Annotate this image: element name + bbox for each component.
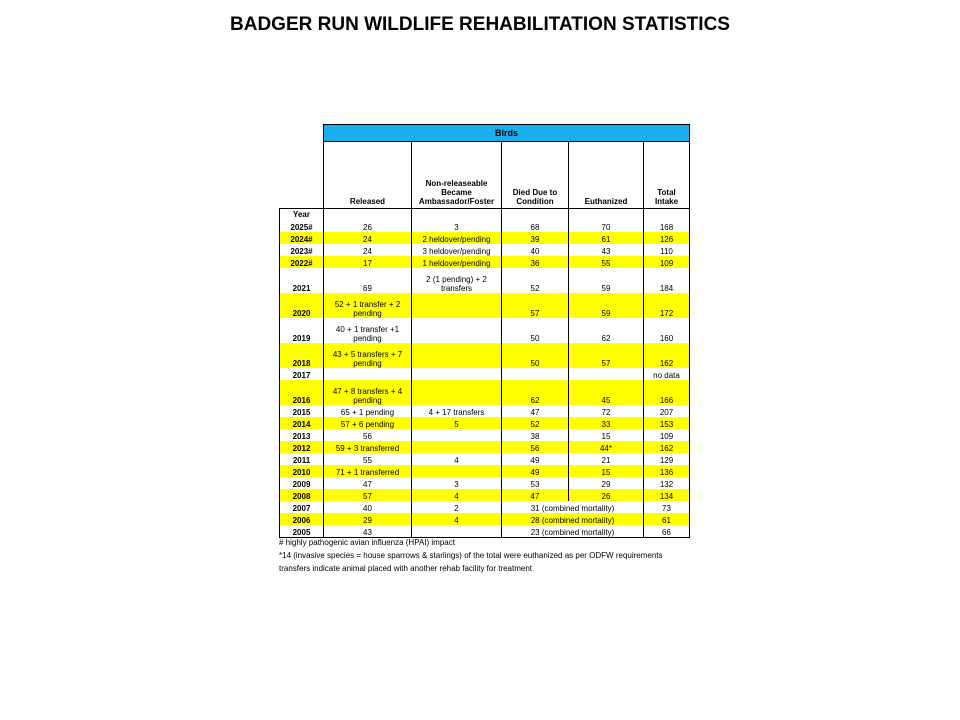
cell-nonreleaseable: 3 xyxy=(412,220,502,232)
cell-year: 2024# xyxy=(280,232,324,244)
cell-euthanized: 59 xyxy=(569,268,644,293)
cell-died: 50 xyxy=(502,343,569,368)
footnotes xyxy=(279,538,689,574)
cell-euthanized: 72 xyxy=(569,405,644,417)
cell-released: 59 + 3 transferred xyxy=(324,441,412,453)
table-row xyxy=(280,256,690,268)
cell-died: 40 xyxy=(502,244,569,256)
cell-euthanized: 43 xyxy=(569,244,644,256)
cell-year: 2011 xyxy=(280,453,324,465)
cell-died: 36 xyxy=(502,256,569,268)
cell-combined-mortality: 23 (combined mortality) xyxy=(502,525,644,538)
cell-euthanized: 26 xyxy=(569,489,644,501)
cell-nonreleaseable: 2 (1 pending) + 2 transfers xyxy=(412,268,502,293)
table-row xyxy=(280,453,690,465)
cell-euthanized: 29 xyxy=(569,477,644,489)
cell-year: 2017 xyxy=(280,368,324,380)
cell-released: 57 + 6 pending xyxy=(324,417,412,429)
table-row xyxy=(280,513,690,525)
page-title: BADGER RUN WILDLIFE REHABILITATION STATISTICS xyxy=(230,14,730,35)
cell-year: 2015 xyxy=(280,405,324,417)
cell-died: 38 xyxy=(502,429,569,441)
cell-total: 162 xyxy=(644,441,690,453)
cell-year: 2021 xyxy=(280,268,324,293)
cell-total: 136 xyxy=(644,465,690,477)
cell-died: 53 xyxy=(502,477,569,489)
cell-released: 43 + 5 transfers + 7 pending xyxy=(324,343,412,368)
cell-died: 68 xyxy=(502,220,569,232)
cell-died: 52 xyxy=(502,268,569,293)
cell-nonreleaseable xyxy=(412,293,502,318)
cell-euthanized: 59 xyxy=(569,293,644,318)
group-header-row xyxy=(280,125,690,142)
cell-total: 61 xyxy=(644,513,690,525)
col-header-nonreleaseable: Non-releaseable Became Ambassador/Foster xyxy=(412,142,502,209)
footnote: # highly pathogenic avian influenza (HPAI) impact xyxy=(279,538,455,547)
cell-died: 50 xyxy=(502,318,569,343)
cell-released: 71 + 1 transferred xyxy=(324,465,412,477)
table-body xyxy=(280,209,690,538)
table-row xyxy=(280,501,690,513)
cell-total: 129 xyxy=(644,453,690,465)
cell-released: 65 + 1 pending xyxy=(324,405,412,417)
cell-released: 26 xyxy=(324,220,412,232)
table-row xyxy=(280,368,690,380)
cell-year: 2016 xyxy=(280,380,324,405)
col-header-year: Year xyxy=(280,209,324,221)
cell-total: 134 xyxy=(644,489,690,501)
table-row xyxy=(280,417,690,429)
cell-died: 47 xyxy=(502,405,569,417)
cell-euthanized: 33 xyxy=(569,417,644,429)
cell-total: 153 xyxy=(644,417,690,429)
cell-died xyxy=(502,368,569,380)
cell-total: 66 xyxy=(644,525,690,538)
cell-total: 73 xyxy=(644,501,690,513)
table-row xyxy=(280,318,690,343)
cell-euthanized: 57 xyxy=(569,343,644,368)
cell-released: 69 xyxy=(324,268,412,293)
cell-nonreleaseable xyxy=(412,318,502,343)
cell-released: 56 xyxy=(324,429,412,441)
cell-released: 24 xyxy=(324,244,412,256)
cell-released xyxy=(324,368,412,380)
cell-total: 184 xyxy=(644,268,690,293)
table-row xyxy=(280,268,690,293)
cell-total: 160 xyxy=(644,318,690,343)
table-row xyxy=(280,477,690,489)
cell-total: 207 xyxy=(644,405,690,417)
cell-year: 2013 xyxy=(280,429,324,441)
cell-year: 2025# xyxy=(280,220,324,232)
birds-stats-table xyxy=(279,124,690,538)
cell-nonreleaseable: 4 xyxy=(412,513,502,525)
col-header-released: Released xyxy=(324,142,412,209)
cell-released: 40 + 1 transfer +1 pending xyxy=(324,318,412,343)
cell-nonreleaseable xyxy=(412,343,502,368)
table-row xyxy=(280,525,690,538)
cell-died: 57 xyxy=(502,293,569,318)
cell-euthanized: 70 xyxy=(569,220,644,232)
cell-euthanized: 55 xyxy=(569,256,644,268)
cell-total: 109 xyxy=(644,256,690,268)
cell-released: 40 xyxy=(324,501,412,513)
cell-nonreleaseable xyxy=(412,441,502,453)
cell-euthanized: 44* xyxy=(569,441,644,453)
footnote: *14 (invasive species = house sparrows & starlings) of the total were euthanized as per ODFW requirements xyxy=(279,551,663,560)
cell-year: 2009 xyxy=(280,477,324,489)
cell-total: 166 xyxy=(644,380,690,405)
cell-died: 52 xyxy=(502,417,569,429)
cell-year: 2019 xyxy=(280,318,324,343)
col-header-total: Total Intake xyxy=(644,142,690,209)
cell-nonreleaseable: 3 xyxy=(412,477,502,489)
cell-total: 109 xyxy=(644,429,690,441)
table-row xyxy=(280,244,690,256)
cell-released: 55 xyxy=(324,453,412,465)
cell-year: 2023# xyxy=(280,244,324,256)
col-header-euthanized: Euthanized xyxy=(569,142,644,209)
cell-nonreleaseable xyxy=(412,465,502,477)
cell-died: 47 xyxy=(502,489,569,501)
cell-nonreleaseable: 1 heldover/pending xyxy=(412,256,502,268)
table-row xyxy=(280,380,690,405)
stats-table-container xyxy=(279,124,689,577)
cell-died: 39 xyxy=(502,232,569,244)
cell-total: no data xyxy=(644,368,690,380)
cell-year: 2018 xyxy=(280,343,324,368)
cell-released: 52 + 1 transfer + 2 pending xyxy=(324,293,412,318)
cell-euthanized: 62 xyxy=(569,318,644,343)
footnote: transfers indicate animal placed with another rehab facility for treatment xyxy=(279,564,533,573)
table-row xyxy=(280,220,690,232)
table-row xyxy=(280,489,690,501)
cell-total: 162 xyxy=(644,343,690,368)
cell-combined-mortality: 28 (combined mortality) xyxy=(502,513,644,525)
cell-year: 2007 xyxy=(280,501,324,513)
cell-nonreleaseable: 5 xyxy=(412,417,502,429)
cell-combined-mortality: 31 (combined mortality) xyxy=(502,501,644,513)
cell-nonreleaseable: 2 heldover/pending xyxy=(412,232,502,244)
cell-year: 2008 xyxy=(280,489,324,501)
cell-released: 29 xyxy=(324,513,412,525)
cell-released: 47 + 8 transfers + 4 pending xyxy=(324,380,412,405)
cell-euthanized: 45 xyxy=(569,380,644,405)
cell-nonreleaseable: 4 xyxy=(412,489,502,501)
cell-nonreleaseable: 4 xyxy=(412,453,502,465)
cell-nonreleaseable xyxy=(412,525,502,538)
cell-released: 24 xyxy=(324,232,412,244)
cell-died: 56 xyxy=(502,441,569,453)
cell-nonreleaseable: 4 + 17 transfers xyxy=(412,405,502,417)
cell-year: 2014 xyxy=(280,417,324,429)
cell-year: 2006 xyxy=(280,513,324,525)
cell-released: 47 xyxy=(324,477,412,489)
cell-died: 62 xyxy=(502,380,569,405)
col-header-died: Died Due to Condition xyxy=(502,142,569,209)
cell-nonreleaseable xyxy=(412,368,502,380)
cell-died: 49 xyxy=(502,453,569,465)
cell-euthanized: 21 xyxy=(569,453,644,465)
cell-total: 126 xyxy=(644,232,690,244)
cell-euthanized: 15 xyxy=(569,429,644,441)
cell-nonreleaseable: 2 xyxy=(412,501,502,513)
cell-released: 43 xyxy=(324,525,412,538)
table-row xyxy=(280,343,690,368)
table-row xyxy=(280,465,690,477)
year-header-row xyxy=(280,209,690,221)
cell-year: 2010 xyxy=(280,465,324,477)
table-row xyxy=(280,405,690,417)
cell-total: 110 xyxy=(644,244,690,256)
cell-died: 49 xyxy=(502,465,569,477)
cell-year: 2005 xyxy=(280,525,324,538)
cell-year: 2022# xyxy=(280,256,324,268)
column-header-row xyxy=(280,142,690,209)
cell-year: 2020 xyxy=(280,293,324,318)
cell-year: 2012 xyxy=(280,441,324,453)
cell-euthanized: 61 xyxy=(569,232,644,244)
cell-total: 132 xyxy=(644,477,690,489)
cell-total: 168 xyxy=(644,220,690,232)
cell-total: 172 xyxy=(644,293,690,318)
cell-released: 17 xyxy=(324,256,412,268)
birds-group-header: Birds xyxy=(324,125,690,142)
cell-released: 57 xyxy=(324,489,412,501)
cell-nonreleaseable: 3 heldover/pending xyxy=(412,244,502,256)
table-row xyxy=(280,293,690,318)
table-row xyxy=(280,441,690,453)
cell-nonreleaseable xyxy=(412,429,502,441)
cell-euthanized: 15 xyxy=(569,465,644,477)
cell-euthanized xyxy=(569,368,644,380)
table-row xyxy=(280,232,690,244)
cell-nonreleaseable xyxy=(412,380,502,405)
table-row xyxy=(280,429,690,441)
